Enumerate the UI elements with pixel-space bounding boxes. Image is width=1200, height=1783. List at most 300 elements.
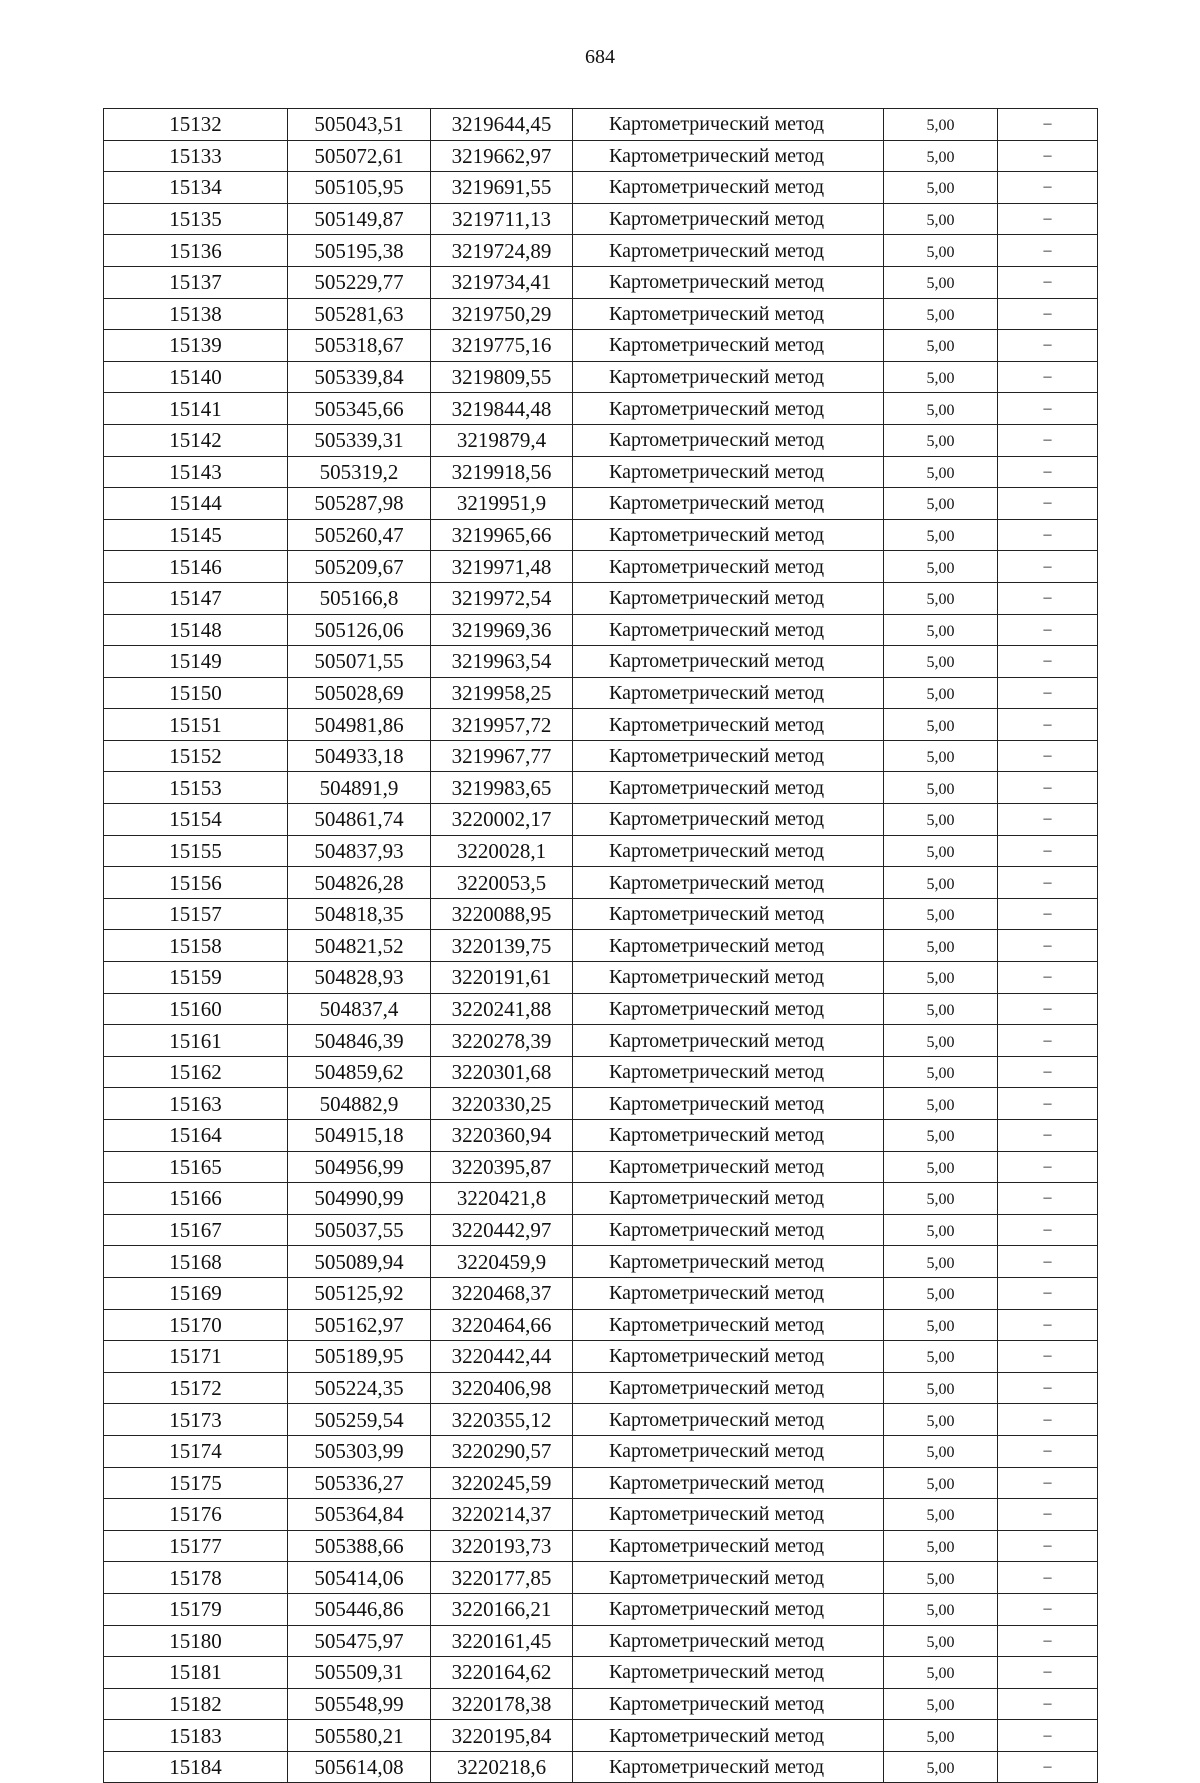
accuracy-cell: 5,00 (884, 1593, 998, 1625)
method-cell: Картометрический метод (573, 1151, 884, 1183)
accuracy-cell: 5,00 (884, 424, 998, 456)
x-coordinate-cell: 504956,99 (288, 1151, 431, 1183)
note-cell: – (998, 456, 1098, 488)
y-coordinate-cell: 3219918,56 (431, 456, 573, 488)
table-row (104, 1751, 1098, 1783)
table-row (104, 488, 1098, 520)
method-cell: Картометрический метод (573, 1467, 884, 1499)
accuracy-cell: 5,00 (884, 835, 998, 867)
y-coordinate-cell: 3220330,25 (431, 1088, 573, 1120)
note-cell: – (998, 993, 1098, 1025)
table-row (104, 1625, 1098, 1657)
point-number-cell: 15140 (104, 361, 288, 393)
x-coordinate-cell: 505339,84 (288, 361, 431, 393)
table-row (104, 930, 1098, 962)
point-number-cell: 15132 (104, 109, 288, 141)
x-coordinate-cell: 504821,52 (288, 930, 431, 962)
accuracy-cell: 5,00 (884, 1120, 998, 1152)
point-number-cell: 15182 (104, 1688, 288, 1720)
table-row (104, 1499, 1098, 1531)
table-row (104, 1372, 1098, 1404)
page-number: 684 (585, 46, 615, 68)
y-coordinate-cell: 3220053,5 (431, 867, 573, 899)
x-coordinate-cell: 505126,06 (288, 614, 431, 646)
x-coordinate-cell: 505364,84 (288, 1499, 431, 1531)
table-row (104, 1530, 1098, 1562)
accuracy-cell: 5,00 (884, 298, 998, 330)
x-coordinate-cell: 505149,87 (288, 203, 431, 235)
point-number-cell: 15174 (104, 1435, 288, 1467)
note-cell: – (998, 298, 1098, 330)
method-cell: Картометрический метод (573, 772, 884, 804)
table-row (104, 235, 1098, 267)
table-body (104, 109, 1098, 1783)
note-cell: – (998, 1120, 1098, 1152)
x-coordinate-cell: 505162,97 (288, 1309, 431, 1341)
method-cell: Картометрический метод (573, 1341, 884, 1373)
table-row (104, 804, 1098, 836)
y-coordinate-cell: 3220193,73 (431, 1530, 573, 1562)
y-coordinate-cell: 3220395,87 (431, 1151, 573, 1183)
point-number-cell: 15156 (104, 867, 288, 899)
table-row (104, 172, 1098, 204)
point-number-cell: 15169 (104, 1277, 288, 1309)
note-cell: – (998, 1499, 1098, 1531)
note-cell: – (998, 1562, 1098, 1594)
y-coordinate-cell: 3220161,45 (431, 1625, 573, 1657)
table-row (104, 1562, 1098, 1594)
x-coordinate-cell: 504981,86 (288, 709, 431, 741)
table-row (104, 646, 1098, 678)
point-number-cell: 15138 (104, 298, 288, 330)
y-coordinate-cell: 3220191,61 (431, 962, 573, 994)
note-cell: – (998, 582, 1098, 614)
note-cell: – (998, 1151, 1098, 1183)
table-row (104, 1341, 1098, 1373)
note-cell: – (998, 1657, 1098, 1689)
accuracy-cell: 5,00 (884, 1530, 998, 1562)
table-row (104, 677, 1098, 709)
y-coordinate-cell: 3219644,45 (431, 109, 573, 141)
note-cell: – (998, 1214, 1098, 1246)
point-number-cell: 15181 (104, 1657, 288, 1689)
y-coordinate-cell: 3219879,4 (431, 424, 573, 456)
coordinates-table (103, 108, 1098, 1783)
note-cell: – (998, 424, 1098, 456)
y-coordinate-cell: 3220442,44 (431, 1341, 573, 1373)
accuracy-cell: 5,00 (884, 930, 998, 962)
table-row (104, 1246, 1098, 1278)
accuracy-cell: 5,00 (884, 1183, 998, 1215)
y-coordinate-cell: 3220278,39 (431, 1025, 573, 1057)
y-coordinate-cell: 3220002,17 (431, 804, 573, 836)
table-row (104, 109, 1098, 141)
accuracy-cell: 5,00 (884, 1657, 998, 1689)
y-coordinate-cell: 3219809,55 (431, 361, 573, 393)
y-coordinate-cell: 3219775,16 (431, 330, 573, 362)
x-coordinate-cell: 505043,51 (288, 109, 431, 141)
table-row (104, 1688, 1098, 1720)
accuracy-cell: 5,00 (884, 772, 998, 804)
x-coordinate-cell: 504828,93 (288, 962, 431, 994)
point-number-cell: 15155 (104, 835, 288, 867)
y-coordinate-cell: 3219969,36 (431, 614, 573, 646)
accuracy-cell: 5,00 (884, 1435, 998, 1467)
point-number-cell: 15180 (104, 1625, 288, 1657)
point-number-cell: 15150 (104, 677, 288, 709)
table-row (104, 898, 1098, 930)
y-coordinate-cell: 3219691,55 (431, 172, 573, 204)
x-coordinate-cell: 505339,31 (288, 424, 431, 456)
method-cell: Картометрический метод (573, 551, 884, 583)
method-cell: Картометрический метод (573, 582, 884, 614)
note-cell: – (998, 1404, 1098, 1436)
table-row (104, 709, 1098, 741)
accuracy-cell: 5,00 (884, 1467, 998, 1499)
point-number-cell: 15147 (104, 582, 288, 614)
accuracy-cell: 5,00 (884, 1404, 998, 1436)
accuracy-cell: 5,00 (884, 235, 998, 267)
accuracy-cell: 5,00 (884, 1625, 998, 1657)
y-coordinate-cell: 3220290,57 (431, 1435, 573, 1467)
table-row (104, 1088, 1098, 1120)
note-cell: – (998, 1341, 1098, 1373)
method-cell: Картометрический метод (573, 172, 884, 204)
x-coordinate-cell: 505446,86 (288, 1593, 431, 1625)
note-cell: – (998, 1246, 1098, 1278)
table-row (104, 203, 1098, 235)
table-row (104, 330, 1098, 362)
y-coordinate-cell: 3220459,9 (431, 1246, 573, 1278)
note-cell: – (998, 1720, 1098, 1752)
method-cell: Картометрический метод (573, 1120, 884, 1152)
note-cell: – (998, 1025, 1098, 1057)
method-cell: Картометрический метод (573, 424, 884, 456)
method-cell: Картометрический метод (573, 1688, 884, 1720)
method-cell: Картометрический метод (573, 1088, 884, 1120)
accuracy-cell: 5,00 (884, 1372, 998, 1404)
note-cell: – (998, 1593, 1098, 1625)
note-cell: – (998, 804, 1098, 836)
point-number-cell: 15153 (104, 772, 288, 804)
method-cell: Картометрический метод (573, 962, 884, 994)
accuracy-cell: 5,00 (884, 488, 998, 520)
method-cell: Картометрический метод (573, 930, 884, 962)
y-coordinate-cell: 3220442,97 (431, 1214, 573, 1246)
note-cell: – (998, 614, 1098, 646)
x-coordinate-cell: 504933,18 (288, 740, 431, 772)
method-cell: Картометрический метод (573, 109, 884, 141)
note-cell: – (998, 898, 1098, 930)
method-cell: Картометрический метод (573, 1214, 884, 1246)
point-number-cell: 15142 (104, 424, 288, 456)
x-coordinate-cell: 504915,18 (288, 1120, 431, 1152)
note-cell: – (998, 393, 1098, 425)
accuracy-cell: 5,00 (884, 962, 998, 994)
table-row (104, 582, 1098, 614)
note-cell: – (998, 1435, 1098, 1467)
x-coordinate-cell: 505037,55 (288, 1214, 431, 1246)
y-coordinate-cell: 3220360,94 (431, 1120, 573, 1152)
note-cell: – (998, 1277, 1098, 1309)
method-cell: Картометрический метод (573, 140, 884, 172)
note-cell: – (998, 140, 1098, 172)
table-row (104, 1183, 1098, 1215)
accuracy-cell: 5,00 (884, 993, 998, 1025)
accuracy-cell: 5,00 (884, 804, 998, 836)
note-cell: – (998, 677, 1098, 709)
y-coordinate-cell: 3219967,77 (431, 740, 573, 772)
method-cell: Картометрический метод (573, 361, 884, 393)
accuracy-cell: 5,00 (884, 1151, 998, 1183)
x-coordinate-cell: 505303,99 (288, 1435, 431, 1467)
x-coordinate-cell: 505125,92 (288, 1277, 431, 1309)
point-number-cell: 15179 (104, 1593, 288, 1625)
note-cell: – (998, 551, 1098, 583)
note-cell: – (998, 1625, 1098, 1657)
method-cell: Картометрический метод (573, 203, 884, 235)
table-row (104, 1025, 1098, 1057)
point-number-cell: 15164 (104, 1120, 288, 1152)
table-row (104, 266, 1098, 298)
y-coordinate-cell: 3220355,12 (431, 1404, 573, 1436)
note-cell: – (998, 330, 1098, 362)
point-number-cell: 15148 (104, 614, 288, 646)
table-row (104, 740, 1098, 772)
point-number-cell: 15143 (104, 456, 288, 488)
point-number-cell: 15137 (104, 266, 288, 298)
x-coordinate-cell: 505195,38 (288, 235, 431, 267)
table-row (104, 1720, 1098, 1752)
x-coordinate-cell: 505072,61 (288, 140, 431, 172)
method-cell: Картометрический метод (573, 1435, 884, 1467)
table-row (104, 772, 1098, 804)
y-coordinate-cell: 3220178,38 (431, 1688, 573, 1720)
method-cell: Картометрический метод (573, 1720, 884, 1752)
method-cell: Картометрический метод (573, 1499, 884, 1531)
y-coordinate-cell: 3219662,97 (431, 140, 573, 172)
y-coordinate-cell: 3219972,54 (431, 582, 573, 614)
y-coordinate-cell: 3219983,65 (431, 772, 573, 804)
point-number-cell: 15171 (104, 1341, 288, 1373)
accuracy-cell: 5,00 (884, 456, 998, 488)
method-cell: Картометрический метод (573, 709, 884, 741)
table-row (104, 614, 1098, 646)
accuracy-cell: 5,00 (884, 172, 998, 204)
method-cell: Картометрический метод (573, 1183, 884, 1215)
table-row (104, 1593, 1098, 1625)
method-cell: Картометрический метод (573, 867, 884, 899)
table-row (104, 1435, 1098, 1467)
x-coordinate-cell: 504891,9 (288, 772, 431, 804)
y-coordinate-cell: 3220177,85 (431, 1562, 573, 1594)
point-number-cell: 15175 (104, 1467, 288, 1499)
method-cell: Картометрический метод (573, 330, 884, 362)
accuracy-cell: 5,00 (884, 867, 998, 899)
x-coordinate-cell: 505189,95 (288, 1341, 431, 1373)
y-coordinate-cell: 3219750,29 (431, 298, 573, 330)
x-coordinate-cell: 505548,99 (288, 1688, 431, 1720)
point-number-cell: 15141 (104, 393, 288, 425)
point-number-cell: 15136 (104, 235, 288, 267)
x-coordinate-cell: 505071,55 (288, 646, 431, 678)
point-number-cell: 15163 (104, 1088, 288, 1120)
x-coordinate-cell: 505475,97 (288, 1625, 431, 1657)
note-cell: – (998, 1530, 1098, 1562)
y-coordinate-cell: 3220214,37 (431, 1499, 573, 1531)
point-number-cell: 15158 (104, 930, 288, 962)
table-row (104, 361, 1098, 393)
note-cell: – (998, 266, 1098, 298)
point-number-cell: 15165 (104, 1151, 288, 1183)
y-coordinate-cell: 3219951,9 (431, 488, 573, 520)
table-row (104, 519, 1098, 551)
table-row (104, 1214, 1098, 1246)
accuracy-cell: 5,00 (884, 1688, 998, 1720)
note-cell: – (998, 361, 1098, 393)
x-coordinate-cell: 504818,35 (288, 898, 431, 930)
accuracy-cell: 5,00 (884, 1056, 998, 1088)
method-cell: Картометрический метод (573, 1530, 884, 1562)
x-coordinate-cell: 505287,98 (288, 488, 431, 520)
point-number-cell: 15159 (104, 962, 288, 994)
note-cell: – (998, 1183, 1098, 1215)
point-number-cell: 15168 (104, 1246, 288, 1278)
x-coordinate-cell: 505281,63 (288, 298, 431, 330)
accuracy-cell: 5,00 (884, 1277, 998, 1309)
note-cell: – (998, 235, 1098, 267)
x-coordinate-cell: 505089,94 (288, 1246, 431, 1278)
note-cell: – (998, 1751, 1098, 1783)
y-coordinate-cell: 3220406,98 (431, 1372, 573, 1404)
point-number-cell: 15135 (104, 203, 288, 235)
y-coordinate-cell: 3219963,54 (431, 646, 573, 678)
method-cell: Картометрический метод (573, 740, 884, 772)
method-cell: Картометрический метод (573, 1246, 884, 1278)
note-cell: – (998, 772, 1098, 804)
x-coordinate-cell: 505336,27 (288, 1467, 431, 1499)
note-cell: – (998, 1688, 1098, 1720)
point-number-cell: 15177 (104, 1530, 288, 1562)
method-cell: Картометрический метод (573, 1562, 884, 1594)
method-cell: Картометрический метод (573, 1372, 884, 1404)
method-cell: Картометрический метод (573, 1056, 884, 1088)
accuracy-cell: 5,00 (884, 1246, 998, 1278)
table-row (104, 993, 1098, 1025)
table-row (104, 393, 1098, 425)
table-row (104, 867, 1098, 899)
note-cell: – (998, 1467, 1098, 1499)
note-cell: – (998, 709, 1098, 741)
method-cell: Картометрический метод (573, 1025, 884, 1057)
method-cell: Картометрический метод (573, 1625, 884, 1657)
y-coordinate-cell: 3220421,8 (431, 1183, 573, 1215)
x-coordinate-cell: 504861,74 (288, 804, 431, 836)
point-number-cell: 15154 (104, 804, 288, 836)
y-coordinate-cell: 3220166,21 (431, 1593, 573, 1625)
method-cell: Картометрический метод (573, 393, 884, 425)
x-coordinate-cell: 505260,47 (288, 519, 431, 551)
note-cell: – (998, 1088, 1098, 1120)
point-number-cell: 15149 (104, 646, 288, 678)
point-number-cell: 15134 (104, 172, 288, 204)
y-coordinate-cell: 3220468,37 (431, 1277, 573, 1309)
point-number-cell: 15178 (104, 1562, 288, 1594)
y-coordinate-cell: 3219958,25 (431, 677, 573, 709)
x-coordinate-cell: 505209,67 (288, 551, 431, 583)
y-coordinate-cell: 3220241,88 (431, 993, 573, 1025)
point-number-cell: 15152 (104, 740, 288, 772)
accuracy-cell: 5,00 (884, 614, 998, 646)
x-coordinate-cell: 504990,99 (288, 1183, 431, 1215)
table-row (104, 1277, 1098, 1309)
y-coordinate-cell: 3220195,84 (431, 1720, 573, 1752)
table-row (104, 1151, 1098, 1183)
note-cell: – (998, 519, 1098, 551)
x-coordinate-cell: 505259,54 (288, 1404, 431, 1436)
y-coordinate-cell: 3220464,66 (431, 1309, 573, 1341)
table-row (104, 1309, 1098, 1341)
y-coordinate-cell: 3220028,1 (431, 835, 573, 867)
method-cell: Картометрический метод (573, 1277, 884, 1309)
point-number-cell: 15162 (104, 1056, 288, 1088)
x-coordinate-cell: 505388,66 (288, 1530, 431, 1562)
point-number-cell: 15166 (104, 1183, 288, 1215)
table-row (104, 835, 1098, 867)
table-row (104, 962, 1098, 994)
y-coordinate-cell: 3219957,72 (431, 709, 573, 741)
method-cell: Картометрический метод (573, 1593, 884, 1625)
point-number-cell: 15157 (104, 898, 288, 930)
x-coordinate-cell: 505509,31 (288, 1657, 431, 1689)
point-number-cell: 15173 (104, 1404, 288, 1436)
accuracy-cell: 5,00 (884, 203, 998, 235)
method-cell: Картометрический метод (573, 488, 884, 520)
method-cell: Картометрический метод (573, 1751, 884, 1783)
table-row (104, 1120, 1098, 1152)
y-coordinate-cell: 3219844,48 (431, 393, 573, 425)
x-coordinate-cell: 505414,06 (288, 1562, 431, 1594)
accuracy-cell: 5,00 (884, 519, 998, 551)
x-coordinate-cell: 504859,62 (288, 1056, 431, 1088)
method-cell: Картометрический метод (573, 235, 884, 267)
note-cell: – (998, 1309, 1098, 1341)
point-number-cell: 15161 (104, 1025, 288, 1057)
table-row (104, 140, 1098, 172)
method-cell: Картометрический метод (573, 646, 884, 678)
point-number-cell: 15151 (104, 709, 288, 741)
accuracy-cell: 5,00 (884, 1562, 998, 1594)
y-coordinate-cell: 3220245,59 (431, 1467, 573, 1499)
table-row (104, 456, 1098, 488)
note-cell: – (998, 930, 1098, 962)
x-coordinate-cell: 505345,66 (288, 393, 431, 425)
note-cell: – (998, 1372, 1098, 1404)
x-coordinate-cell: 504826,28 (288, 867, 431, 899)
note-cell: – (998, 488, 1098, 520)
table-row (104, 1404, 1098, 1436)
note-cell: – (998, 867, 1098, 899)
method-cell: Картометрический метод (573, 456, 884, 488)
accuracy-cell: 5,00 (884, 393, 998, 425)
point-number-cell: 15144 (104, 488, 288, 520)
accuracy-cell: 5,00 (884, 140, 998, 172)
method-cell: Картометрический метод (573, 993, 884, 1025)
y-coordinate-cell: 3219734,41 (431, 266, 573, 298)
method-cell: Картометрический метод (573, 298, 884, 330)
x-coordinate-cell: 505319,2 (288, 456, 431, 488)
accuracy-cell: 5,00 (884, 709, 998, 741)
